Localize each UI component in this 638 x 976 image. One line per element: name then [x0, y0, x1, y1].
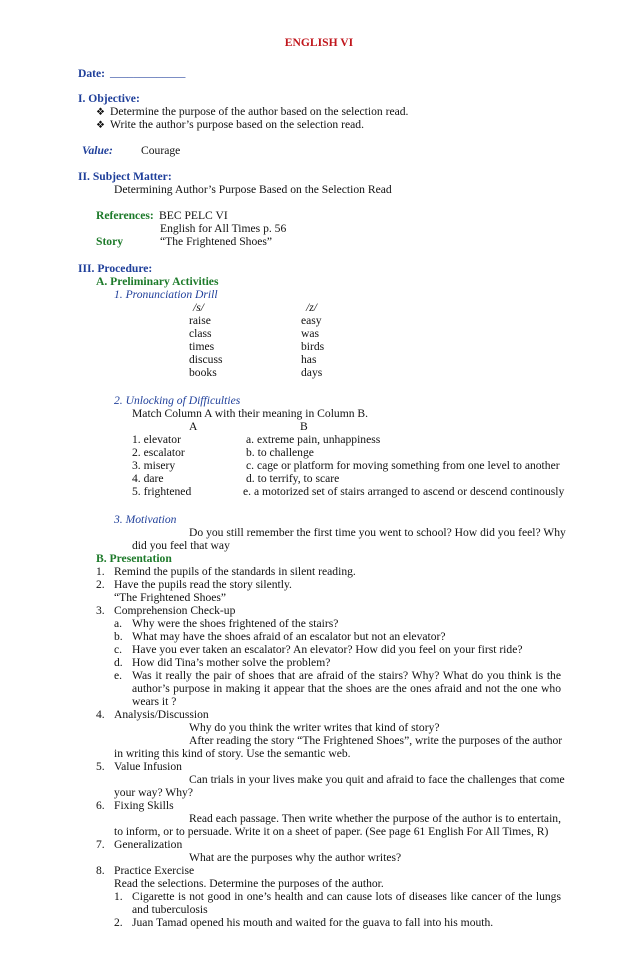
step-detail: What are the purposes why the author writes?	[189, 851, 402, 864]
step-text: Generalization	[114, 838, 183, 851]
step-detail: to inform, or to persuade. Write it on a sheet of paper. (See page 61 English For All Times, R)	[114, 825, 549, 838]
question-text: How did Tina’s mother solve the problem?	[132, 656, 331, 669]
drill-word: books	[189, 366, 217, 379]
drill-title: 1. Pronunciation Drill	[114, 288, 218, 301]
drill-word: has	[301, 353, 317, 366]
procedure-heading: III. Procedure:	[78, 262, 153, 275]
story-title: “The Frightened Shoes”	[160, 235, 273, 248]
step-text: Value Infusion	[114, 760, 182, 773]
objective-item: ❖ Write the author’s purpose based on the selection read.	[96, 118, 364, 131]
drill-col1-head: /s/	[193, 301, 204, 314]
drill-word: easy	[301, 314, 322, 327]
presentation-heading: B. Presentation	[96, 552, 172, 565]
step-text: Have the pupils read the story silently.	[114, 578, 292, 591]
references-label: References:	[96, 209, 154, 222]
drill-word: class	[189, 327, 212, 340]
date-label: Date:	[78, 67, 106, 80]
story-reference: “The Frightened Shoes”	[114, 591, 227, 604]
exercise-number: 2.	[114, 916, 123, 929]
story-label: Story	[96, 235, 124, 248]
step-number: 3.	[96, 604, 105, 617]
subject-heading: II. Subject Matter:	[78, 170, 172, 183]
column-b-item: a. extreme pain, unhappiness	[246, 433, 381, 446]
step-detail: After reading the story “The Frightened Shoes”, write the purposes of the author	[189, 734, 563, 747]
step-text: Fixing Skills	[114, 799, 174, 812]
step-number: 7.	[96, 838, 105, 851]
drill-word: discuss	[189, 353, 223, 366]
step-detail: Can trials in your lives make you quit and afraid to face the challenges that come	[189, 773, 565, 786]
question-letter: c.	[114, 643, 123, 656]
question-text: Why were the shoes frightened of the stairs?	[132, 617, 339, 630]
step-number: 8.	[96, 864, 105, 877]
reference-item: BEC PELC VI	[159, 209, 228, 222]
step-number: 6.	[96, 799, 105, 812]
column-b-item: c. cage or platform for moving something from one level to another	[246, 459, 560, 472]
step-detail: Read the selections. Determine the purposes of the author.	[114, 877, 384, 890]
drill-col2-head: /z/	[306, 301, 317, 314]
step-text: Practice Exercise	[114, 864, 195, 877]
step-text: Comprehension Check-up	[114, 604, 236, 617]
question-letter: a.	[114, 617, 123, 630]
column-a-item: 2. escalator	[132, 446, 185, 459]
question-text: Was it really the pair of shoes that are afraid of the stairs? Why? What do you think is the	[132, 669, 561, 682]
motivation-line: Do you still remember the first time you went to school? How did you feel? Why	[189, 526, 566, 539]
diamond-bullet-icon: ❖	[96, 107, 105, 118]
date-blank: _____________	[110, 66, 186, 79]
column-a-item: 5. frightened	[132, 485, 192, 498]
unlocking-title: 2. Unlocking of Difficulties	[114, 394, 241, 407]
column-b-item: d. to terrify, to scare	[246, 472, 340, 485]
column-a-item: 3. misery	[132, 459, 176, 472]
question-text: author’s purpose in making it appear that the shoes are the ones afraid and not the one who	[132, 682, 561, 695]
step-number: 5.	[96, 760, 105, 773]
drill-word: raise	[189, 314, 211, 327]
step-number: 4.	[96, 708, 105, 721]
drill-word: birds	[301, 340, 325, 353]
column-a-head: A	[189, 420, 198, 433]
motivation-line: did you feel that way	[132, 539, 230, 552]
step-detail: Why do you think the writer writes that kind of story?	[189, 721, 440, 734]
column-b-head: B	[300, 420, 308, 433]
drill-word: days	[301, 366, 323, 379]
question-text: What may have the shoes afraid of an escalator but not an elevator?	[132, 630, 446, 643]
exercise-text: Juan Tamad opened his mouth and waited for the guava to fall into his mouth.	[132, 916, 494, 929]
reference-item: English for All Times p. 56	[160, 222, 287, 235]
subject-text: Determining Author’s Purpose Based on the Selection Read	[114, 183, 392, 196]
preliminary-heading: A. Preliminary Activities	[96, 275, 219, 288]
column-a-item: 4. dare	[132, 472, 164, 485]
objective-heading: I. Objective:	[78, 92, 140, 105]
value-label: Value:	[82, 144, 113, 157]
exercise-text: and tuberculosis	[132, 903, 208, 916]
motivation-title: 3. Motivation	[114, 513, 177, 526]
step-text: Analysis/Discussion	[114, 708, 209, 721]
drill-word: was	[301, 327, 320, 340]
exercise-text: Cigarette is not good in one’s health and can cause lots of diseases like cancer of the lungs	[132, 890, 561, 903]
question-letter: b.	[114, 630, 123, 643]
question-text: Have you ever taken an escalator? An elevator? How did you feel on your first ride?	[132, 643, 523, 656]
step-detail: your way? Why?	[114, 786, 193, 799]
objective-item: ❖ Determine the purpose of the author based on the selection read.	[96, 105, 409, 118]
step-detail: Read each passage. Then write whether the purpose of the author is to entertain,	[189, 812, 561, 825]
column-b-item: e. a motorized set of stairs arranged to ascend or descend continously	[243, 485, 565, 498]
step-number: 1.	[96, 565, 105, 578]
exercise-number: 1.	[114, 890, 123, 903]
unlocking-instruction: Match Column A with their meaning in Column B.	[132, 407, 369, 420]
document-title: ENGLISH VI	[284, 36, 354, 49]
column-b-item: b. to challenge	[246, 446, 314, 459]
question-text: wears it ?	[132, 695, 177, 708]
drill-word: times	[189, 340, 215, 353]
column-a-item: 1. elevator	[132, 433, 181, 446]
diamond-bullet-icon: ❖	[96, 120, 105, 131]
step-detail: in writing this kind of story. Use the semantic web.	[114, 747, 351, 760]
question-letter: d.	[114, 656, 123, 669]
value-text: Courage	[141, 144, 181, 157]
step-number: 2.	[96, 578, 105, 591]
question-letter: e.	[114, 669, 123, 682]
step-text: Remind the pupils of the standards in silent reading.	[114, 565, 356, 578]
